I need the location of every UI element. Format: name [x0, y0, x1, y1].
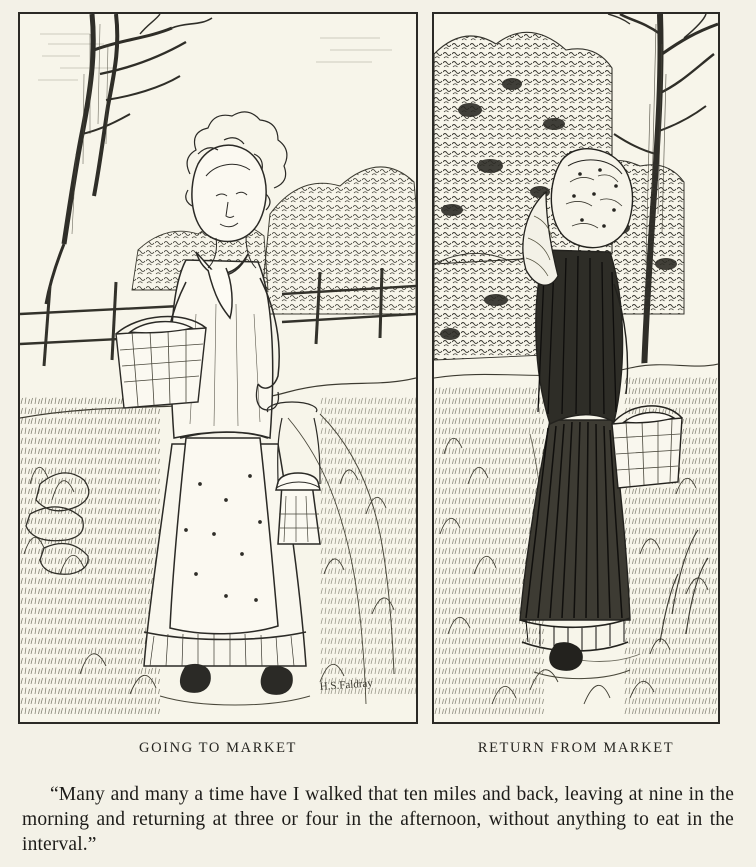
- illustration-return-from-market: [432, 12, 720, 724]
- body-quote-text: “Many and many a time have I walked that ten miles and back, leaving at nine in the morning and returning at three or four in the afternoon, without anything to eat in the interval.”: [22, 784, 734, 855]
- artist-signature-text: H.S.Faldray: [319, 677, 374, 693]
- illustration-going-to-market: [18, 12, 418, 724]
- caption-return-from-market: RETURN FROM MARKET: [477, 740, 675, 756]
- return-from-market-drawing: [434, 14, 718, 722]
- caption-going-to-market: GOING TO MARKET: [139, 740, 297, 756]
- going-to-market-drawing: [20, 14, 416, 722]
- caption-row: [0, 740, 756, 766]
